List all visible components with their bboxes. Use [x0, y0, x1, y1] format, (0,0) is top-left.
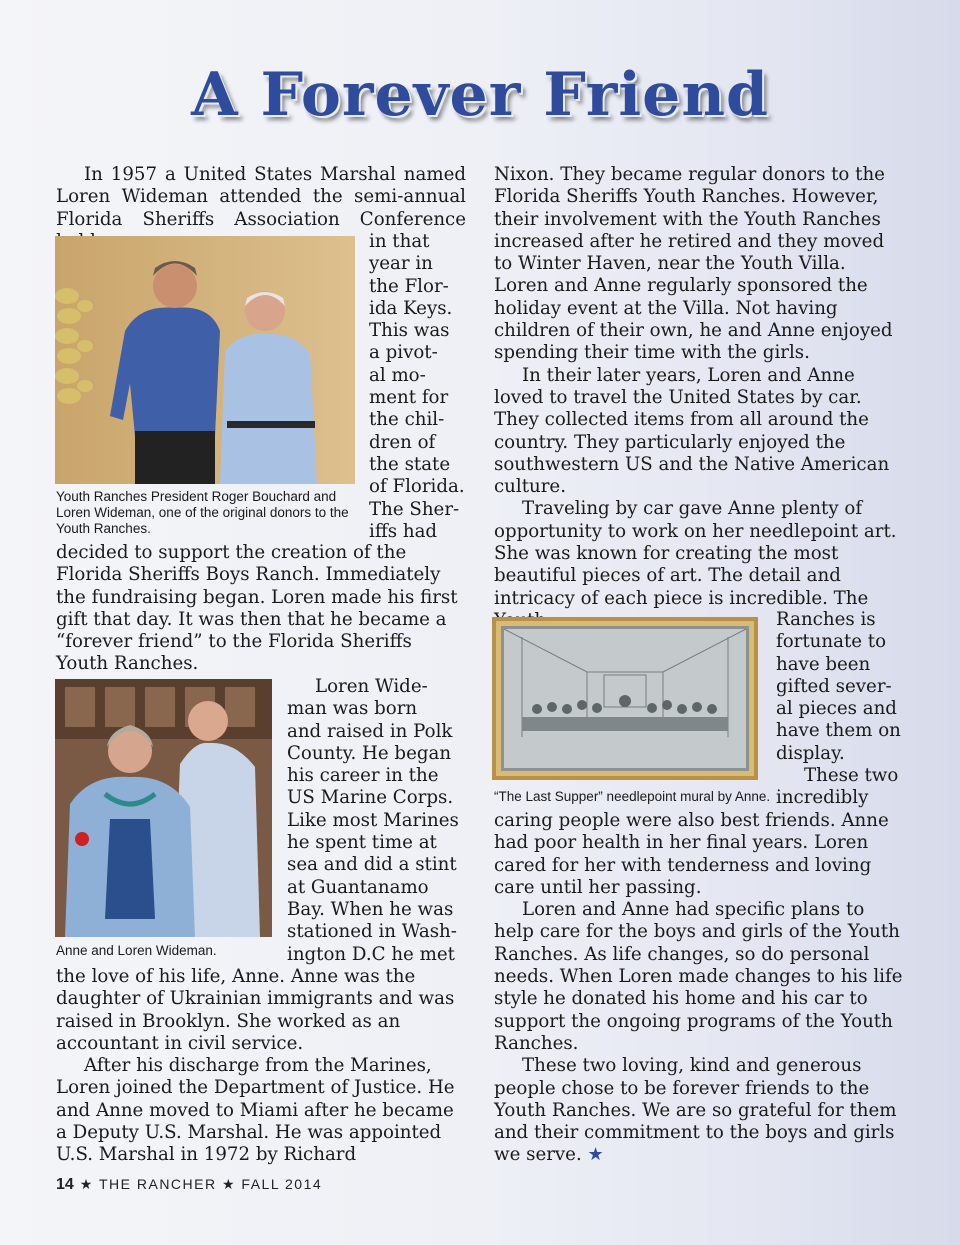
wrap-line: dren of [369, 431, 436, 453]
wrap-line: Ranches is [776, 609, 876, 630]
page-footer [56, 1176, 322, 1194]
wrap-line: This was [369, 320, 450, 342]
wrap-line: Bay. When he was [287, 898, 454, 920]
left-column-bottom [56, 966, 466, 1167]
wrap-line: sea and did a stint [287, 854, 457, 876]
wrap-line: County. He began [287, 742, 452, 764]
paragraph-8: Loren and Anne had specific plans to help care for the boys and girls of the Youth Ranches. As life changes, so do personal needs. When Loren made changes to his life style he donated his home and his car to support the ongoing programs of the Youth Ranches. [494, 899, 903, 1054]
paragraph-5: In their later years, Loren and Anne loved to travel the United States by car. They collected items from all around the country. They particularly enjoyed the southwestern US and the Native American culture. [494, 364, 890, 498]
photo-last-supper [492, 617, 758, 780]
wrap-line: of Florida. [369, 476, 465, 498]
photo-bouchard-wideman-image [55, 236, 355, 484]
wrap-line: ida Keys. [369, 297, 453, 319]
wrap-line: the state [369, 453, 451, 475]
paragraph-4: Nixon. They became regular donors to the Florida Sheriffs Youth Ranches. However, their involvement with the Youth Ranches increased after he retired and they moved to Winter Haven, near the Youth Villa. Loren and Anne regularly sponsored the holiday event at the Villa. Not having children of their own, he and Anne enjoyed spending their time with the girls. [494, 164, 893, 364]
wrap-line: have them on [776, 720, 901, 742]
right-column-wrap [776, 609, 906, 810]
paragraph-2-continued: the love of his life, Anne. Anne was the daughter of Ukrainian immigrants and was raised in Brooklyn. She worked as an accountant in civil service. [56, 966, 455, 1054]
caption-photo-2: Anne and Loren Wideman. [56, 943, 217, 958]
wrap-line: and raised in Polk [287, 720, 453, 742]
wrap-line: The Sher- [369, 498, 460, 520]
paragraph-7-continued: caring people were also best friends. Anne had poor health in her final years. Loren cared for her with tenderness and loving care until her passing. [494, 810, 889, 898]
wrap-line: display. [776, 742, 845, 764]
last-supper-needlepoint-image [492, 617, 758, 780]
wrap-line: stationed in Wash- [287, 921, 457, 943]
wrap-line: al mo- [369, 364, 426, 386]
wrap-line: iffs had [369, 520, 438, 542]
wrap-line: have been [776, 653, 871, 675]
wrap-line: fortunate to [776, 631, 887, 653]
wrap-line: incredibly [776, 787, 869, 809]
right-column-top [494, 164, 904, 632]
wrap-line: ington D.C he met [287, 943, 455, 965]
page-number: 14 [56, 1176, 74, 1193]
wrap-line: ment for [369, 387, 449, 409]
wrap-line: These two [804, 765, 899, 787]
wrap-line: al pieces and [776, 698, 897, 720]
left-column-wrap-1 [369, 231, 469, 543]
wrap-line: his career in the [287, 765, 439, 787]
left-column-wrap-2 [287, 676, 469, 966]
wrap-line: man was born [287, 698, 418, 720]
footer-publication: ★ THE RANCHER ★ FALL 2014 [79, 1176, 323, 1192]
paragraph-9 [494, 1055, 904, 1166]
photo-anne-loren [55, 679, 272, 937]
paragraph-1-continued: decided to support the creation of the Florida Sheriffs Boys Ranch. Immediately the fundraising began. Loren made his first gift that day. It was then that he became a “forever friend” to the Florida Sheriffs Youth Ranches. [56, 542, 458, 675]
left-column-mid [56, 542, 466, 676]
caption-photo-3: “The Last Supper” needlepoint mural by Anne. [494, 789, 771, 804]
wrap-line: US Marine Corps. [287, 787, 454, 809]
photo-anne-loren-image [55, 679, 272, 937]
wrap-line: Loren Wide- [315, 676, 428, 697]
caption-photo-1: Youth Ranches President Roger Bouchard and Loren Wideman, one of the original donors to the Youth Ranches. [56, 489, 349, 536]
wrap-line: he spent time at [287, 832, 437, 854]
paragraph-6: Traveling by car gave Anne plenty of opportunity to work on her needlepoint art. She was known for creating the most beautiful pieces of art. The detail and intricacy of each piece is incredible. The [494, 498, 897, 609]
wrap-line: a pivot- [369, 342, 438, 364]
right-column-bottom [494, 810, 904, 1167]
wrap-line: at Guantanamo [287, 876, 429, 898]
wrap-line: in that [369, 231, 430, 252]
wrap-line: Like most Marines [287, 809, 459, 831]
photo-bouchard-wideman [55, 236, 355, 484]
end-star-icon: ★ [587, 1144, 604, 1166]
article-title: A Forever Friend [191, 60, 769, 130]
paragraph-1-intro: In 1957 a United States Marshal named Loren Wideman attended the semi-annual Florida Sheriffs Association Conference [56, 164, 466, 230]
wrap-line: the Flor- [369, 275, 449, 297]
wrap-line: the chil- [369, 409, 445, 431]
paragraph-3: After his discharge from the Marines, Loren joined the Department of Justice. He and Anne moved to Miami after he became a Deputy U.S. Marshal. He was appointed U.S. Marshal in 1972 by Richard [56, 1055, 455, 1166]
wrap-line: year in [369, 253, 433, 275]
paragraph-9-text: These two loving, kind and generous people chose to be forever friends to the Youth Ranches. We are so grateful for them and their commitment to the boys and girls we serve. [494, 1055, 897, 1166]
wrap-line: gifted sever- [776, 675, 892, 697]
